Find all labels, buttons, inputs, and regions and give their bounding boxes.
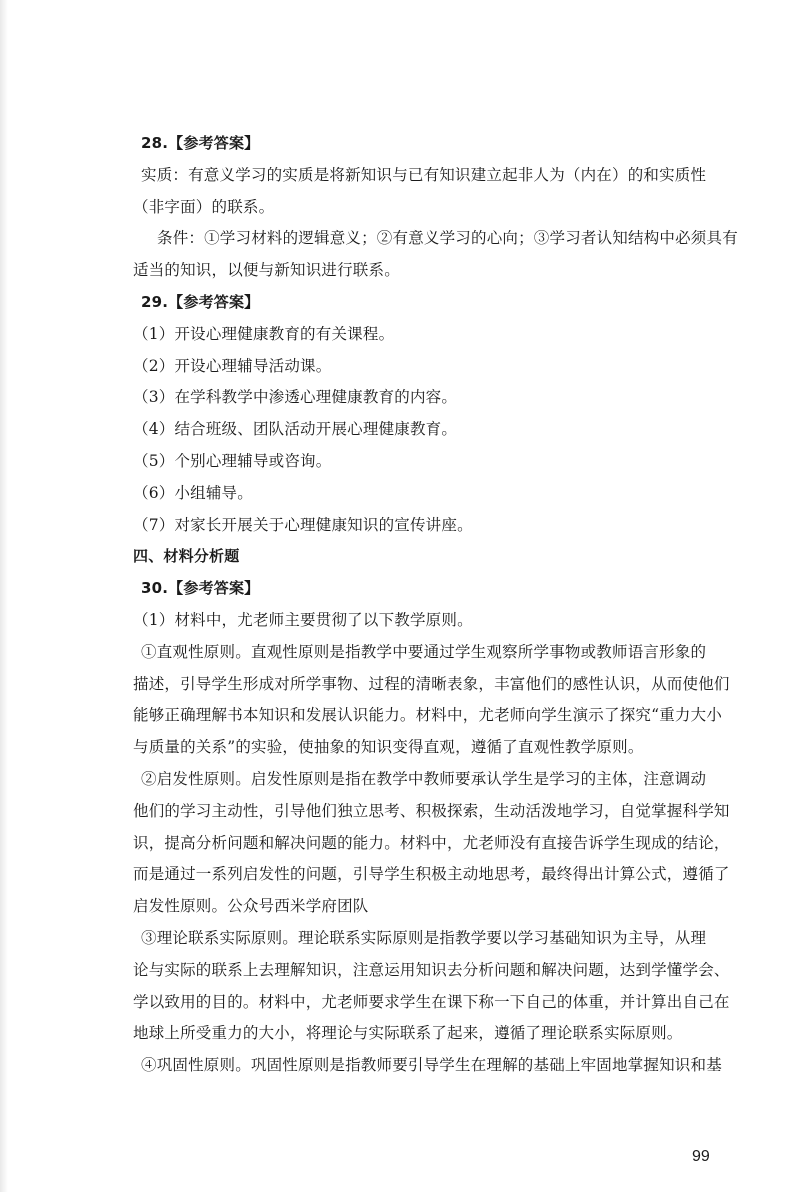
text-line: （6）小组辅导。	[133, 483, 253, 502]
text-line: 而是通过一系列启发性的问题，引导学生积极主动地思考，最终得出计算公式，遵循了	[133, 865, 730, 884]
text-line: 条件：①学习材料的逻辑意义；②有意义学习的心向；③学习者认知结构中必须具有	[157, 229, 738, 248]
text-line: 适当的知识，以便与新知识进行联系。	[133, 261, 400, 280]
text-line: （5）个别心理辅导或咨询。	[133, 451, 332, 470]
text-line: 他们的学习主动性，引导他们独立思考、积极探索，生动活泼地学习，自觉掌握科学知	[133, 801, 730, 820]
text-line: （2）开设心理辅导活动课。	[133, 356, 332, 375]
text-line: ①直观性原则。直观性原则是指教学中要通过学生观察所学事物或教师语言形象的	[141, 642, 707, 661]
text-line: 论与实际的联系上去理解知识，注意运用知识去分析问题和解决问题，达到学懂学会、	[133, 960, 730, 979]
text-line: ④巩固性原则。巩固性原则是指教师要引导学生在理解的基础上牢固地掌握知识和基	[141, 1056, 722, 1075]
text-line: 描述，引导学生形成对所学事物、过程的清晰表象，丰富他们的感性认识，从而使他们	[133, 674, 730, 693]
section-heading: 29.【参考答案】	[141, 292, 260, 311]
section-heading: 30.【参考答案】	[141, 579, 260, 598]
text-line: （非字面）的联系。	[133, 197, 275, 216]
text-line: （4）结合班级、团队活动开展心理健康教育。	[133, 420, 458, 439]
text-line: 识，提高分析问题和解决问题的能力。材料中，尤老师没有直接告诉学生现成的结论，	[133, 833, 730, 852]
section-heading: 四、材料分析题	[133, 547, 240, 566]
text-line: （3）在学科教学中渗透心理健康教育的内容。	[133, 388, 458, 407]
text-line: ②启发性原则。启发性原则是指在教学中教师要承认学生是学习的主体，注意调动	[141, 769, 707, 788]
text-line: 实质：有意义学习的实质是将新知识与已有知识建立起非人为（内在）的和实质性	[141, 165, 707, 184]
page-body	[133, 128, 738, 1082]
page-binding-shadow	[0, 0, 8, 1192]
page-number: 99	[692, 1148, 710, 1165]
text-line: ③理论联系实际原则。理论联系实际原则是指教学要以学习基础知识为主导，从理	[141, 928, 707, 947]
text-line: （1）开设心理健康教育的有关课程。	[133, 324, 395, 343]
text-line: 学以致用的目的。材料中，尤老师要求学生在课下称一下自己的体重，并计算出自己在	[133, 992, 730, 1011]
text-line: 与质量的关系”的实验，使抽象的知识变得直观，遵循了直观性教学原则。	[133, 738, 644, 757]
text-line: （1）材料中，尤老师主要贯彻了以下教学原则。	[133, 610, 473, 629]
section-heading: 28.【参考答案】	[141, 134, 260, 152]
text-line: 启发性原则。公众号西米学府团队	[133, 897, 369, 916]
text-line: 地球上所受重力的大小，将理论与实际联系了起来，遵循了理论联系实际原则。	[133, 1024, 683, 1043]
text-line: 能够正确理解书本知识和发展认识能力。材料中，尤老师向学生演示了探究“重力大小	[133, 706, 723, 725]
text-line: （7）对家长开展关于心理健康知识的宣传讲座。	[133, 515, 473, 534]
